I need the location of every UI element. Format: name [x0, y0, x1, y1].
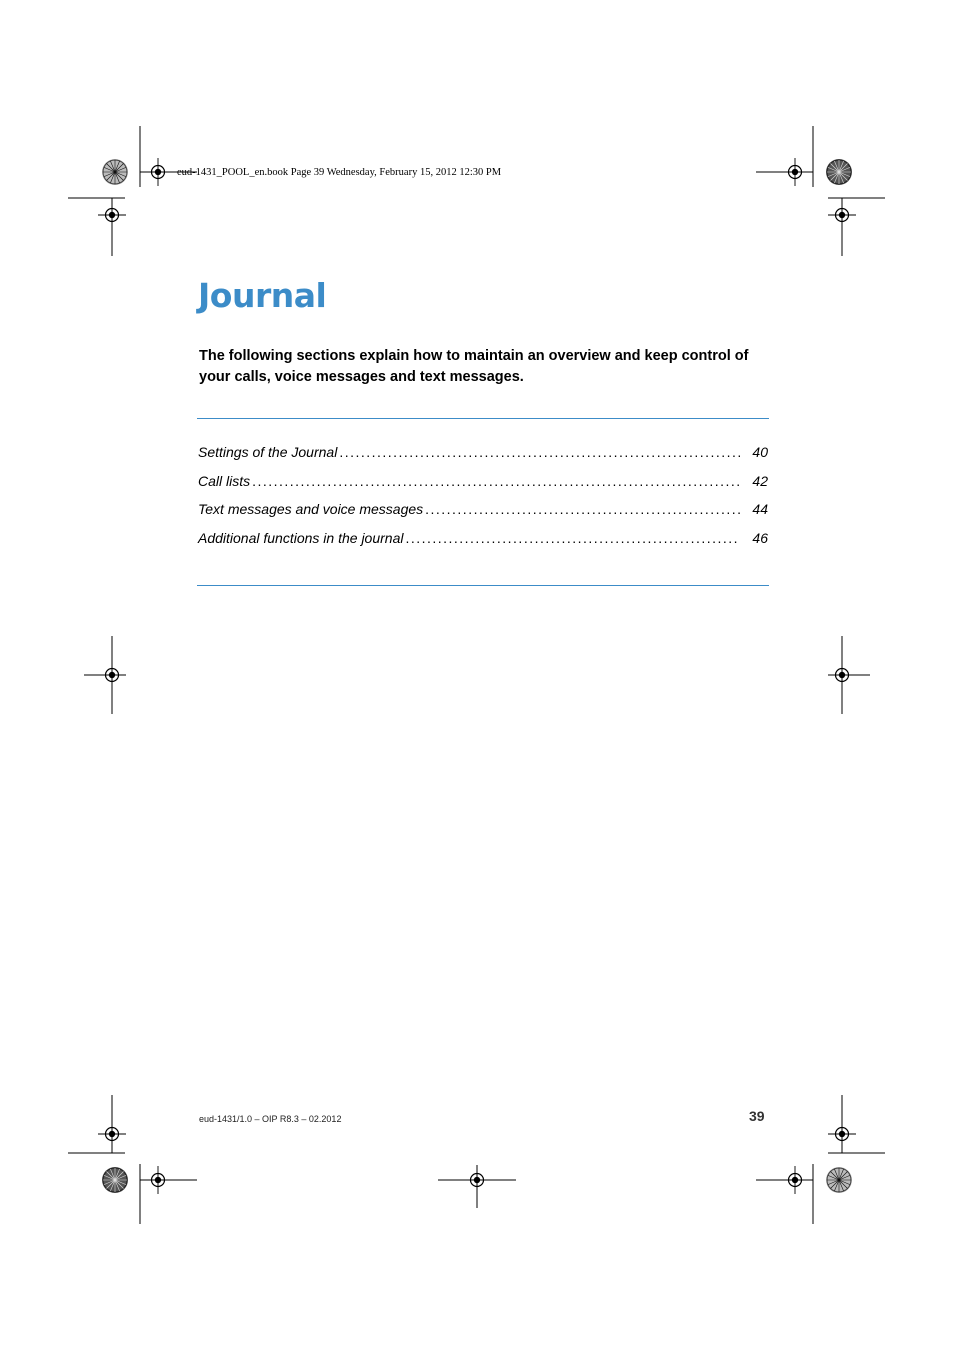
- toc-entry-page: 46: [752, 530, 768, 547]
- toc-entry-messages[interactable]: [198, 501, 768, 530]
- chapter-title: Journal: [198, 276, 327, 315]
- toc-entry-page: 40: [752, 444, 768, 460]
- top-divider: [197, 418, 769, 419]
- book-header-info: eud-1431_POOL_en.book Page 39 Wednesday, February 15, 2012 12:30 PM: [177, 167, 502, 178]
- toc-leader-dots: [425, 501, 740, 517]
- toc-entry-page: 44: [752, 501, 768, 518]
- toc-entry-label: Text messages and voice messages: [198, 501, 424, 518]
- toc-entry-label: Call lists: [198, 472, 251, 489]
- toc-entry-additional-functions[interactable]: [198, 530, 768, 559]
- footer-document-code: eud-1431/1.0 – OIP R8.3 – 02.2012: [199, 1114, 342, 1124]
- page-number: 39: [749, 1108, 765, 1124]
- toc-leader-dots: [252, 473, 740, 489]
- toc-entry-label: Additional functions in the journal: [198, 530, 404, 547]
- toc-entry-label: Settings of the Journal: [198, 444, 338, 460]
- toc-entry-call-lists[interactable]: [198, 473, 768, 502]
- chapter-intro: The following sections explain how to maintain an overview and keep control of your calls, voice messages and text messages.: [199, 348, 749, 385]
- toc-entry-page: 42: [752, 472, 768, 489]
- toc-leader-dots: [339, 444, 740, 460]
- table-of-contents: [198, 444, 768, 559]
- bottom-divider: [197, 585, 769, 586]
- toc-entry-settings[interactable]: [198, 444, 768, 473]
- toc-leader-dots: [405, 530, 740, 546]
